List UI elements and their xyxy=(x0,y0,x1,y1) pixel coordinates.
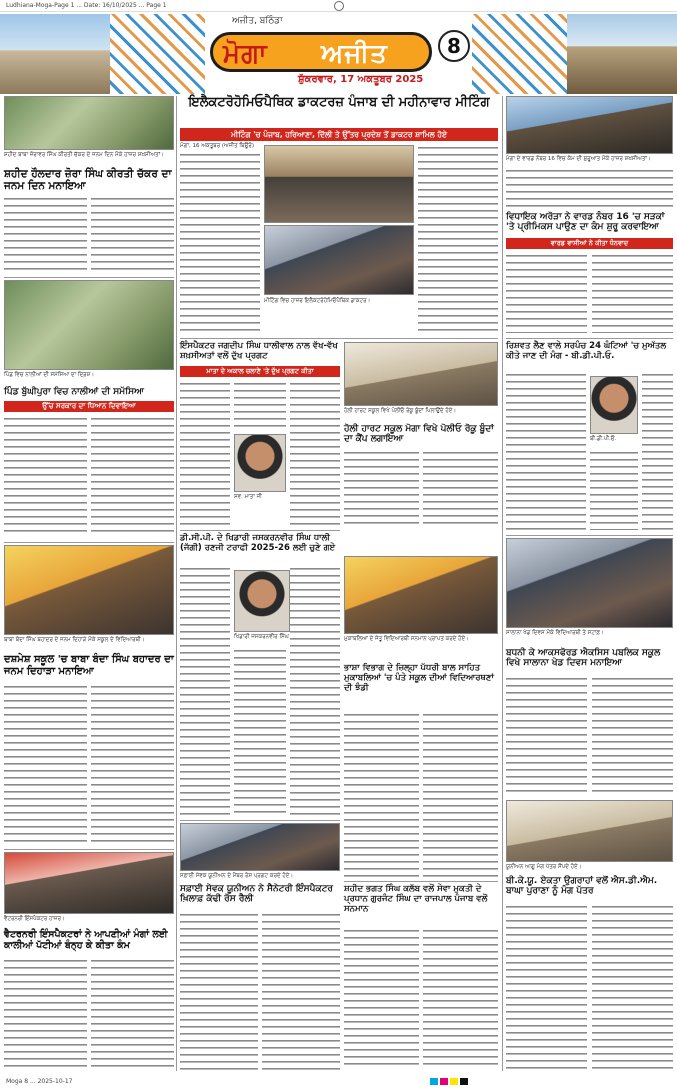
article-photo xyxy=(4,96,174,150)
photo-caption: ਯੂਨੀਅਨ ਆਗੂ ਮੰਗ ਪੱਤਰ ਸੌਂਪਦੇ ਹੋਏ। xyxy=(506,864,582,870)
headline: ਇੰਸਪੈਕਟਰ ਜਗਦੀਪ ਸਿੰਘ ਧਾਲੀਵਾਲ ਨਾਲ ਵੱਖ-ਵੱਖ ਸ਼ਖ਼ਸੀਅਤਾਂ ਵਲੋਂ ਦੁੱਖ ਪ੍ਰਗਟ xyxy=(180,341,338,361)
masthead-pattern-left xyxy=(110,14,205,94)
article-text xyxy=(91,958,174,1070)
section-rule xyxy=(180,338,498,339)
article-text xyxy=(344,928,419,1070)
article-text xyxy=(423,712,498,878)
article-photo xyxy=(264,145,414,223)
article-photo xyxy=(506,538,673,628)
article-text xyxy=(4,196,87,272)
photo-caption: ਖਿਡਾਰੀ ਜਸਕਰਨਵੀਰ ਸਿੰਘ xyxy=(234,634,289,640)
article-text xyxy=(180,566,230,816)
photo-caption: ਮੀਟਿੰਗ ਵਿਚ ਹਾਜ਼ਰ ਇਲੈਕਟਰੋਹੋਮਿਓਪੈਥਿਕ ਡਾਕਟਰ। xyxy=(264,298,371,304)
section-rule xyxy=(180,530,340,531)
photo-caption: ਸਵ. ਮਾਤਾ ਜੀ xyxy=(234,494,262,500)
article-text xyxy=(592,676,673,794)
photo-caption: ਹੋਲੀ ਹਾਰਟ ਸਕੂਲ ਵਿਖੇ ਪੋਲੀਓ ਰੋਕੂ ਬੂੰਦਾਂ ਪਿਲਾਉਂਦੇ ਹੋਏ। xyxy=(344,408,457,414)
headline: ਵਿਧਾਇਕ ਅਰੋੜਾ ਨੇ ਵਾਰਡ ਨੰਬਰ 16 'ਚ ਸੜਕਾਂ 'ਤੇ ਪ੍ਰੀਮਿਕਸ ਪਾਉਣ ਦਾ ਕੰਮ ਸ਼ੁਰੂ ਕਰਵਾਇਆ xyxy=(506,212,665,233)
subheadline: ਮਾਤਾ ਦੇ ਅਕਾਲ ਚਲਾਣੇ 'ਤੇ ਦੁੱਖ ਪ੍ਰਗਟ ਕੀਤਾ xyxy=(180,366,340,377)
article-text xyxy=(423,928,498,1070)
article-text xyxy=(642,372,673,530)
footer-print-info: Moga 8 ... 2025-10-17 xyxy=(6,1078,73,1085)
column-rule xyxy=(502,96,503,1071)
article-text xyxy=(4,684,87,844)
photo-caption: ਸਫ਼ਾਈ ਸੇਵਕ ਯੂਨੀਅਨ ਦੇ ਮੈਂਬਰ ਰੋਸ ਪ੍ਰਗਟ ਕਰਦੇ ਹੋਏ। xyxy=(180,873,294,879)
article-text xyxy=(180,152,260,332)
article-text xyxy=(234,648,286,816)
article-text xyxy=(592,253,673,333)
article-photo xyxy=(4,545,174,635)
section-rule xyxy=(506,535,673,536)
section-rule xyxy=(4,849,174,850)
section-rule xyxy=(4,542,174,543)
article-text xyxy=(423,450,498,528)
byline: ਮੋਗਾ, 16 ਅਕਤੂਬਰ (ਅਜੀਤ ਬਿਊਰੋ) xyxy=(180,143,254,149)
masthead-building-photo-right xyxy=(567,14,677,94)
headline: ਇਲੈਕਟਰੋਹੋਮਿਓਪੈਥਿਕ ਡਾਕਟਰਜ਼ ਪੰਜਾਬ ਦੀ ਮਹੀਨਾਵਾਰ ਮੀਟਿੰਗ xyxy=(188,95,490,110)
portrait-photo xyxy=(590,376,638,434)
section-rule xyxy=(344,881,498,882)
article-photo xyxy=(506,96,673,154)
article-photo xyxy=(4,852,174,914)
headline: ਵੈਟਰਨਰੀ ਇੰਸਪੈਕਟਰਾਂ ਨੇ ਆਪਣੀਆਂ ਮੰਗਾਂ ਲਈ ਕਾਲੀਆਂ ਪੱਟੀਆਂ ਬੰਨ੍ਹ ਕੇ ਕੀਤਾ ਕੰਮ xyxy=(4,929,168,951)
article-text xyxy=(506,372,586,530)
article-text xyxy=(290,566,340,816)
headline: ਰਿਸ਼ਵਤ ਲੈਣ ਵਾਲੇ ਸਰਪੰਚ 24 ਘੰਟਿਆਂ 'ਚ ਮੁਅੱਤਲ ਕੀਤੇ ਜਾਣ ਦੀ ਮੰਗ - ਬੀ.ਡੀ.ਪੀ.ਓ. xyxy=(506,341,667,361)
article-photo xyxy=(4,280,174,370)
photo-caption: ਵੈਟਰਨਰੀ ਇੰਸਪੈਕਟਰ ਹਾਜ਼ਰ। xyxy=(4,916,65,922)
article-text xyxy=(91,196,174,272)
masthead-city: ਮੋਗਾ xyxy=(223,39,268,69)
article-text xyxy=(4,416,87,536)
article-text xyxy=(506,676,587,794)
subheadline: ਵਾਰਡ ਵਾਸੀਆਂ ਨੇ ਕੀਤਾ ਧੰਨਵਾਦ xyxy=(506,238,673,249)
headline: ਸਫ਼ਾਈ ਸੇਵਕ ਯੂਨੀਅਨ ਨੇ ਸੈਨੇਟਰੀ ਇੰਸਪੈਕਟਰ ਖ਼ਿਲਾਫ਼ ਕੱਢੀ ਰੋਸ ਰੈਲੀ xyxy=(180,884,333,905)
registration-mark-icon xyxy=(334,1,344,11)
headline: ਭਾਸ਼ਾ ਵਿਭਾਗ ਦੇ ਜ਼ਿਲ੍ਹਾ ਪੱਧਰੀ ਬਾਲ ਸਾਹਿਤ ਮੁਕਾਬਲਿਆਂ 'ਚ ਪੰਤੇ ਸਕੂਲ ਦੀਆਂ ਵਿਦਿਆਰਥਣਾਂ ਦੀ ਝੰਡੀ xyxy=(344,663,494,693)
article-text xyxy=(262,912,340,1070)
headline: ਸ਼ਹੀਦ ਹੌਲਦਾਰ ਜ਼ੋਰਾ ਸਿੰਘ ਕੀਰਤੀ ਚੱਕਰ ਦਾ ਜਨਮ ਦਿਨ ਮਨਾਇਆ xyxy=(4,168,172,193)
masthead-pattern-right xyxy=(472,14,567,94)
headline: ਪਿੰਡ ਬੁੱਘੀਪੁਰਾ ਵਿਚ ਨਾਲੀਆਂ ਦੀ ਸਮੱਸਿਆ xyxy=(4,387,144,397)
headline: ਹੋਲੀ ਹਾਰਟ ਸਕੂਲ ਮੋਗਾ ਵਿਖੇ ਪੋਲੀਓ ਰੋਕੂ ਬੂੰਦਾਂ ਦਾ ਕੈਂਪ ਲਗਾਇਆ xyxy=(344,424,494,445)
masthead-banner xyxy=(210,32,432,72)
page-number: 8 xyxy=(438,30,470,62)
headline: ਸ਼ਹੀਦ ਭਗਤ ਸਿੰਘ ਕਲੱਬ ਵਲੋਂ ਸੇਵਾ ਮੁਕਤੀ ਦੇ ਪ੍ਰਧਾਨ ਗੁਰਜੰਟ ਸਿੰਘ ਦਾ ਰਾਜਪਾਲ ਪੰਜਾਬ ਵਲੋਂ ਸਨਮਾਨ xyxy=(344,884,488,914)
photo-caption: ਮੋਗਾ ਦੇ ਵਾਰਡ ਨੰਬਰ 16 ਵਿਚ ਕੰਮ ਦੀ ਸ਼ੁਰੂਆਤ ਮੌਕੇ ਹਾਜ਼ਰ ਸ਼ਖ਼ਸੀਅਤਾਂ। xyxy=(506,156,651,162)
color-bar-magenta xyxy=(440,1078,448,1085)
article-text xyxy=(592,904,673,1070)
headline: ਬਧਨੀ ਕੇ ਆਕਸਫੋਰਡ ਐਕਸਿਸ ਪਬਲਿਕ ਸਕੂਲ ਵਿਖੇ ਸਾਲਾਨਾ ਖੇਡ ਦਿਵਸ ਮਨਾਇਆ xyxy=(506,648,661,669)
color-bar-cyan xyxy=(430,1078,438,1085)
color-bar-black xyxy=(460,1078,468,1085)
article-text xyxy=(91,416,174,536)
article-text xyxy=(180,912,258,1070)
photo-caption: ਸਾਲਾਨਾ ਖੇਡ ਦਿਵਸ ਮੌਕੇ ਵਿਦਿਆਰਥੀ ਤੇ ਸਟਾਫ਼। xyxy=(506,630,604,636)
column-rule xyxy=(176,96,177,1071)
photo-caption: ਮੁਕਾਬਲਿਆਂ ਦੇ ਜੇਤੂ ਵਿਦਿਆਰਥੀ ਸਨਮਾਨ ਪ੍ਰਾਪਤ ਕਰਦੇ ਹੋਏ। xyxy=(344,636,469,642)
section-rule xyxy=(506,338,673,339)
article-text xyxy=(418,145,498,335)
section-rule xyxy=(180,820,340,821)
masthead xyxy=(0,14,677,94)
article-photo xyxy=(344,556,498,634)
portrait-photo xyxy=(234,434,286,492)
subheadline: ਉੱਚ ਸਰਕਾਰ ਦਾ ਧਿਆਨ ਦਿਵਾਇਆ xyxy=(4,401,174,412)
color-bar-yellow xyxy=(450,1078,458,1085)
headline: ਦਸ਼ਮੇਸ਼ ਸਕੂਲ 'ਚ ਬਾਬਾ ਬੰਦਾ ਸਿੰਘ ਬਹਾਦਰ ਦਾ ਜਨਮ ਦਿਹਾੜਾ ਮਨਾਇਆ xyxy=(4,654,174,677)
portrait-photo xyxy=(234,570,290,632)
article-text xyxy=(506,168,673,208)
headline: ਡੀ.ਸੀ.ਪੀ. ਦੇ ਖਿਡਾਰੀ ਜਸਕਰਨਵੀਰ ਸਿੰਘ ਧਾਲੀ (ਜੱਗੀ) ਰਣਜੀ ਟਰਾਫੀ 2025-26 ਲਈ ਚੁਣੇ ਗਏ xyxy=(180,533,336,553)
article-text xyxy=(506,904,587,1070)
article-photo xyxy=(264,225,414,295)
masthead-edition: ਅਜੀਤ, ਬਠਿੰਡਾ xyxy=(232,16,283,26)
article-text xyxy=(506,253,587,333)
article-photo xyxy=(344,342,498,406)
masthead-building-photo-left xyxy=(0,14,110,94)
photo-caption: ਬਾਬਾ ਬੰਦਾ ਸਿੰਘ ਬਹਾਦਰ ਦੇ ਜਨਮ ਦਿਹਾੜੇ ਮੌਕੇ ਸਕੂਲ ਦੇ ਵਿਦਿਆਰਥੀ। xyxy=(4,637,145,643)
photo-caption: ਬੀ.ਡੀ.ਪੀ.ਓ. xyxy=(590,436,617,442)
article-text xyxy=(590,450,638,530)
article-text xyxy=(290,381,340,526)
headline: ਬੀ.ਕੇ.ਯੂ. ਏਕਤਾ ਉਗਰਾਹਾਂ ਵਲੋਂ ਐਸ.ਡੀ.ਐਮ. ਬਾਘਾ ਪੁਰਾਣਾ ਨੂੰ ਮੰਗ ਪੱਤਰ xyxy=(506,876,658,897)
masthead-date: ਸ਼ੁੱਕਰਵਾਰ, 17 ਅਕਤੂਬਰ 2025 xyxy=(298,74,424,85)
print-info: Ludhiana-Moga-Page 1 ... Date: 16/10/2025 ... Page 1 xyxy=(0,0,677,12)
article-text xyxy=(4,958,87,1070)
photo-caption: ਪਿੰਡ ਵਿਚ ਨਾਲੀਆਂ ਦੀ ਸਮੱਸਿਆ ਦਾ ਦ੍ਰਿਸ਼। xyxy=(4,372,95,378)
article-text xyxy=(344,450,419,528)
section-rule xyxy=(4,277,174,278)
article-photo xyxy=(180,823,340,871)
masthead-brand: ਅਜੀਤ xyxy=(321,39,388,69)
subheadline: ਮੀਟਿੰਗ 'ਚ ਪੰਜਾਬ, ਹਰਿਆਣਾ, ਦਿੱਲੀ ਤੇ ਉੱਤਰ ਪ੍ਰਦੇਸ਼ ਤੋਂ ਡਾਕਟਰ ਸ਼ਾਮਿਲ ਹੋਏ xyxy=(180,128,498,141)
article-photo xyxy=(506,800,673,862)
article-text xyxy=(180,381,230,526)
article-text xyxy=(91,684,174,844)
article-text xyxy=(234,381,286,431)
article-text xyxy=(344,712,419,878)
photo-caption: ਸ਼ਹੀਦ ਬਾਬਾ ਜ਼ੋਰਾਵਰ ਸਿੰਘ ਕੀਰਤੀ ਚੱਕਰ ਦੇ ਜਨਮ ਦਿਨ ਮੌਕੇ ਹਾਜ਼ਰ ਸ਼ਖ਼ਸੀਅਤਾਂ। xyxy=(4,152,164,158)
